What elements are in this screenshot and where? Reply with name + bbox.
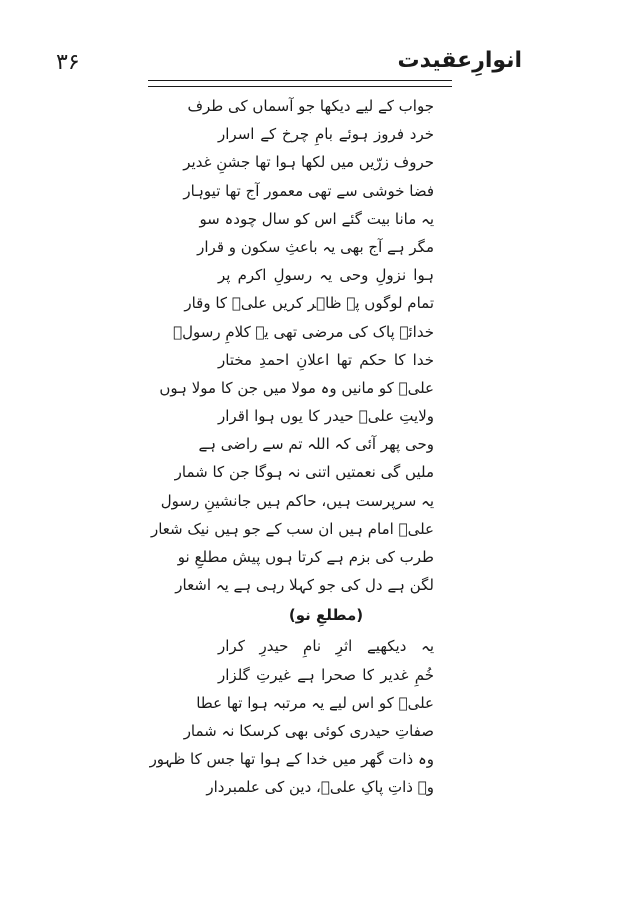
- verse-line: یہ دیکھیے اثرِ نامِ حیدرِ کرار: [218, 637, 434, 656]
- verse-line: حروف زرّیں میں لکھا ہوا تھا جشنِ غدیر: [183, 153, 434, 172]
- verse-line: صفاتِ حیدری کوئی بھی کرسکا نہ شمار: [183, 721, 434, 740]
- verse-line: مگر ہے آج بھی یہ باعثِ سکون و قرار: [197, 237, 434, 256]
- verse-line: وحی پھر آئی کہ اللہ تم سے راضی ہے: [198, 435, 434, 454]
- poem: [149, 92, 434, 802]
- verse-line: فضا خوشی سے تھی معمور آج تھا تیوہار: [183, 181, 434, 200]
- verse-line: یہ سرپرست ہیں، حاکم ہیں جانشینِ رسول: [160, 491, 434, 510]
- verse-line: خُمِ غدیر کا صحرا ہے غیرتِ گلزار: [218, 665, 434, 684]
- book-title: انوارِعقیدت: [397, 48, 522, 73]
- section-subheading: (مطلعِ نو): [288, 606, 364, 625]
- verse-line: خرد فروز ہوئے بامِ چرخ کے اسرار: [218, 125, 434, 144]
- verse-line: علیؑ امام ہیں ان سب کے جو ہیں نیک شعار: [150, 519, 434, 538]
- verse-line: تمام لوگوں پہ ظاہر کریں علیؑ کا وقار: [184, 294, 434, 313]
- verse-line: ہوا نزولِ وحی یہ رسولِ اکرم پر: [218, 266, 434, 285]
- verse-line: لگن ہے دل کی جو کہلا رہی ہے یہ اشعار: [175, 576, 434, 595]
- verse-line: جواب کے لیے دیکھا جو آسماں کی طرف: [187, 97, 434, 115]
- verse-line: خدائے پاک کی مرضی تھی یہ کلامِ رسولؐ: [173, 322, 434, 341]
- verse-line: وہ ذاتِ پاکِ علیؑ، دین کی علمبردار: [206, 778, 434, 797]
- verse-line: علیؑ کو اس لیے یہ مرتبہ ہوا تھا عطا: [196, 693, 434, 712]
- verse-line: ملیں گی نعمتیں اتنی نہ ہوگا جن کا شمار: [174, 463, 434, 482]
- verse-line: یہ مانا بیت گئے اس کو سال چودہ سو: [199, 209, 434, 228]
- header-rule: [148, 80, 452, 87]
- verse-line: طرب کی بزم ہے کرتا ہوں پیش مطلعِ نو: [177, 548, 434, 566]
- verse-line: وہ ذات گھر میں خدا کے ہوا تھا جس کا ظہور: [149, 750, 434, 769]
- verse-line: علیؑ کو مانیں وہ مولا میں جن کا مولا ہوں: [159, 378, 434, 397]
- verse-line: ولایتِ علیؑ حیدر کا یوں ہوا اقرار: [218, 407, 434, 426]
- page-number: ۳۶: [56, 50, 80, 75]
- verse-line: خدا کا حکم تھا اعلانِ احمدِ مختار: [218, 350, 434, 369]
